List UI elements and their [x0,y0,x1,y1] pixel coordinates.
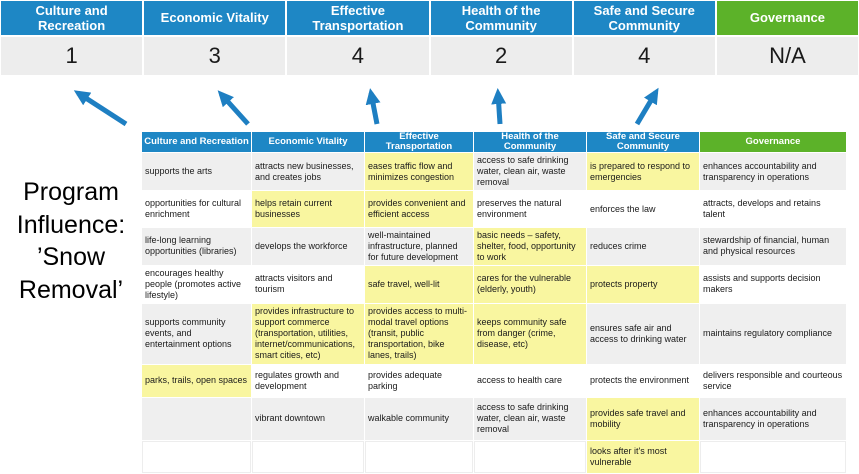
matrix-cell: supports community events, and entertainment options [142,304,251,364]
matrix-cell: eases traffic flow and minimizes congestion [365,153,473,190]
matrix-cell [252,441,364,473]
matrix-cell: life-long learning opportunities (libraries) [142,228,251,265]
up-arrow-icon [371,93,377,124]
matrix-cell [142,441,251,473]
up-arrow-icon [498,93,500,124]
matrix-cell: walkable community [365,398,473,440]
matrix-cell: basic needs – safety, shelter, food, opportunity to work [474,228,586,265]
matrix-cell: enhances accountability and transparency in operations [700,153,846,190]
influence-matrix [141,131,847,474]
matrix-column-header: Health of the Community [474,132,586,152]
matrix-cell: provides safe travel and mobility [587,398,699,440]
priority-label: Governance [717,1,858,35]
up-arrow-icon [78,93,126,124]
matrix-cell: cares for the vulnerable (elderly, youth) [474,266,586,303]
matrix-cell: helps retain current businesses [252,191,364,227]
matrix-cell: enhances accountability and transparency in operations [700,398,846,440]
priority-score: 2 [431,37,572,75]
priority-score: 4 [574,37,715,75]
matrix-cell: keeps community safe from danger (crime, disease, etc) [474,304,586,364]
table-row [142,365,846,397]
up-arrow-icon [637,92,656,124]
table-row [142,228,846,265]
priority-score: 1 [1,37,142,75]
matrix-cell: stewardship of financial, human and physical resources [700,228,846,265]
matrix-cell: access to safe drinking water, clean air, waste removal [474,153,586,190]
matrix-cell: safe travel, well-lit [365,266,473,303]
matrix-cell: maintains regulatory compliance [700,304,846,364]
table-row [142,191,846,227]
matrix-cell: preserves the natural environment [474,191,586,227]
matrix-column-header: Culture and Recreation [142,132,251,152]
matrix-cell: access to safe drinking water, clean air, waste removal [474,398,586,440]
matrix-cell: attracts visitors and tourism [252,266,364,303]
priority-label: Effective Transportation [287,1,428,35]
table-row [142,304,846,364]
matrix-cell: ensures safe air and access to drinking water [587,304,699,364]
matrix-cell: provides access to multi-modal travel options (transit, public transportation, bike lanes, trails) [365,304,473,364]
matrix-cell: encourages healthy people (promotes active lifestyle) [142,266,251,303]
matrix-cell [700,441,846,473]
matrix-cell: protects the environment [587,365,699,397]
matrix-cell: access to health care [474,365,586,397]
matrix-cell: reduces crime [587,228,699,265]
matrix-cell: protects property [587,266,699,303]
priority-band [1,1,858,35]
matrix-cell [474,441,586,473]
matrix-cell: develops the workforce [252,228,364,265]
matrix-cell [365,441,473,473]
program-title: Program Influence: ’Snow Removal’ [16,178,126,304]
matrix-cell: looks after it's most vulnerable [587,441,699,473]
matrix-cell: enforces the law [587,191,699,227]
priority-label: Safe and Secure Community [574,1,715,35]
matrix-cell: supports the arts [142,153,251,190]
matrix-column-header: Effective Transportation [365,132,473,152]
matrix-cell: attracts new businesses, and creates jobs [252,153,364,190]
priority-score: 4 [287,37,428,75]
matrix-cell: is prepared to respond to emergencies [587,153,699,190]
score-band [1,37,858,75]
matrix-cell: attracts, develops and retains talent [700,191,846,227]
matrix-cell: vibrant downtown [252,398,364,440]
matrix-cell: opportunities for cultural enrichment [142,191,251,227]
matrix-cell: parks, trails, open spaces [142,365,251,397]
matrix-cell: delivers responsible and courteous service [700,365,846,397]
matrix-cell: regulates growth and development [252,365,364,397]
matrix-cell: assists and supports decision makers [700,266,846,303]
matrix-column-header: Economic Vitality [252,132,364,152]
priority-score: N/A [717,37,858,75]
matrix-cell: well-maintained infrastructure, planned for future development [365,228,473,265]
table-row [142,398,846,440]
table-row [142,441,846,473]
priority-label: Economic Vitality [144,1,285,35]
matrix-cell: provides adequate parking [365,365,473,397]
matrix-body [142,153,846,473]
up-arrow-icon [221,94,248,124]
matrix-cell [142,398,251,440]
matrix-header-row [142,132,846,152]
matrix-column-header: Governance [700,132,846,152]
matrix-column-header: Safe and Secure Community [587,132,699,152]
matrix-cell: provides infrastructure to support commerce (transportation, utilities, internet/communications, smart cities, etc) [252,304,364,364]
table-row [142,266,846,303]
matrix-cell: provides convenient and efficient access [365,191,473,227]
priority-label: Health of the Community [431,1,572,35]
priority-label: Culture and Recreation [1,1,142,35]
table-row [142,153,846,190]
priority-score: 3 [144,37,285,75]
